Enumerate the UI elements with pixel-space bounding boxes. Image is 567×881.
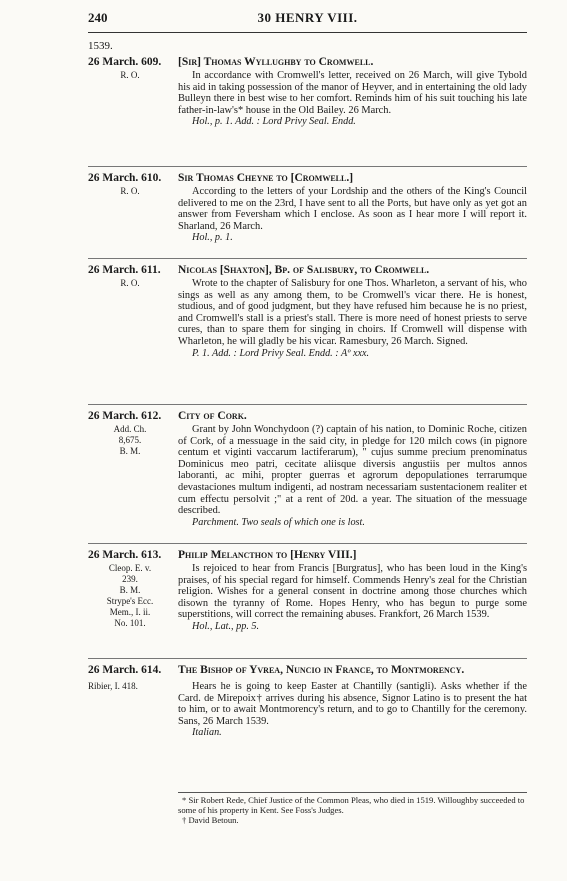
entry-text: Is rejoiced to hear from Francis [Burgratus], who has been loud in the King's praises, of his special regard for himself. Commends Henry's zeal for the Christian religion. Wishes for a general consent in doctrine among those churches which disown the tyranny of Rome. Hopes Henry, who has begun to purge some superstitions, will correct the remaining abuses. Frankfort, 26 March 1539. [178, 563, 527, 621]
entry-text: Hears he is going to keep Easter at Chantilly (santigli). Asks whether if the Card. de Mirepoix† arrives during his absence, Signor Latino is to present the hat to him, or to await Montmorency's return, and to go to Chantilly for the ceremony. Sans, 26 March 1539. [178, 681, 527, 727]
source-reference: Add. Ch. 8,675. B. M. [113, 424, 147, 456]
page-header [88, 10, 527, 26]
entry-text: According to the letters of your Lordship and the others of the King's Council delivered to me on the 23rd, I have sent to all the Ports, but have only as yet got an answer from Feversham which I enclose. As soon as I hear more I will report it. Sharland, 26 March. [178, 186, 527, 232]
calendar-entry-611 [0, 264, 567, 360]
source-reference: Ribier, I. 418. [88, 681, 138, 691]
source-reference: R. O. [120, 278, 140, 288]
page-number: 240 [88, 10, 108, 25]
entry-title: City of Cork. [178, 410, 247, 422]
footnotes [178, 792, 527, 825]
entry-note: Hol., p. 1. Add. : Lord Privy Seal. Endd. [192, 116, 356, 128]
header-rule [88, 32, 527, 33]
entry-separator [88, 658, 527, 659]
entry-date: 26 March. 612. [88, 410, 162, 422]
entry-note: Hol., Lat., pp. 5. [192, 620, 260, 632]
entry-separator [88, 543, 527, 544]
entry-text: Wrote to the chapter of Salisbury for one Thos. Wharleton, a servant of his, who sings as well as any among them, to be Cromwell's vicar there. He is honest, studious, and of good judgment, but they have refused him because he is no priest, and Cromwell's stall is a priest's stall. There is more need of honest priests to serve cures, than to spare them for singing in choirs. If Cromwell will dispense with Wharleton, he will gladly be his vicar. Ramesbury, 26 March. Signed. [178, 278, 527, 347]
entry-date: 26 March. 610. [88, 172, 162, 184]
entry-title: [Sir] Thomas Wyllughby to Cromwell. [178, 56, 374, 68]
source-reference: Cleop. E. v. 239. B. M. Strype's Ecc. Mem., I. ii. No. 101. [106, 563, 154, 628]
entry-date: 26 March. 611. [88, 264, 161, 276]
entry-separator [88, 166, 527, 167]
entry-note: Parchment. Two seals of which one is lost. [192, 516, 365, 528]
calendar-entry-610 [0, 172, 567, 244]
entry-note: Italian. [192, 727, 222, 739]
entry-separator [88, 258, 527, 259]
entry-title: Philip Melancthon to [Henry VIII.] [178, 549, 357, 561]
footnote: † David Betoun. [182, 815, 239, 825]
entry-note: P. 1. Add. : Lord Privy Seal. Endd. : Aº xxx. [192, 347, 370, 359]
calendar-entry-614 [0, 664, 567, 739]
entry-separator [88, 404, 527, 405]
entry-note: Hol., p. 1. [192, 232, 233, 244]
source-reference: R. O. [120, 70, 140, 80]
entry-date: 26 March. 614. [88, 664, 162, 676]
calendar-entry-612 [0, 410, 567, 529]
footnote: * Sir Robert Rede, Chief Justice of the Common Pleas, who died in 1519. Willoughby succeeded to some of his property in Kent. See Foss's Judges. [178, 795, 525, 815]
running-title: 30 HENRY VIII. [257, 10, 358, 25]
entry-date: 26 March. 609. [88, 56, 162, 68]
calendar-entry-613 [0, 549, 567, 633]
entry-text: In accordance with Cromwell's letter, received on 26 March, will give Tybold his aid in taking possession of the manor of Heyver, and in entertaining the old lady Bulleyn there in best wise to her comfort. Reminds him of his suit touching his late father-in-law's* house in the Old Bailey. 26 March. [178, 70, 527, 116]
year-label: 1539. [88, 40, 113, 52]
entry-title: Sir Thomas Cheyne to [Cromwell.] [178, 172, 354, 184]
entry-text: Grant by John Wonchydoon (?) captain of his nation, to Dominic Roche, citizen of Cork, of a messuage in the said city, in pledge for 120 milch cows (in pignore centum et viginti vaccarum lactiferarum), " cujus summe precium prenominatus Dominicus meo patri, cecitate aliisque diversis angustiis per multos annos laboranti, ac mihi, propter guerras et agrorum depopulationes terrarumque devastaciones multum indigenti, ad nostram necessariam sustentacionem realiter et cum effectu persolvit ;" at a rent of 20d. a year. The situation of the messuage described. [178, 424, 527, 517]
entry-title: The Bishop of Yvrea, Nuncio in France, to Montmorency. [178, 664, 465, 676]
entry-date: 26 March. 613. [88, 549, 162, 561]
calendar-entry-609 [0, 56, 567, 128]
entry-title: Nicolas [Shaxton], Bp. of Salisbury, to Cromwell. [178, 264, 430, 276]
source-reference: R. O. [120, 186, 140, 196]
